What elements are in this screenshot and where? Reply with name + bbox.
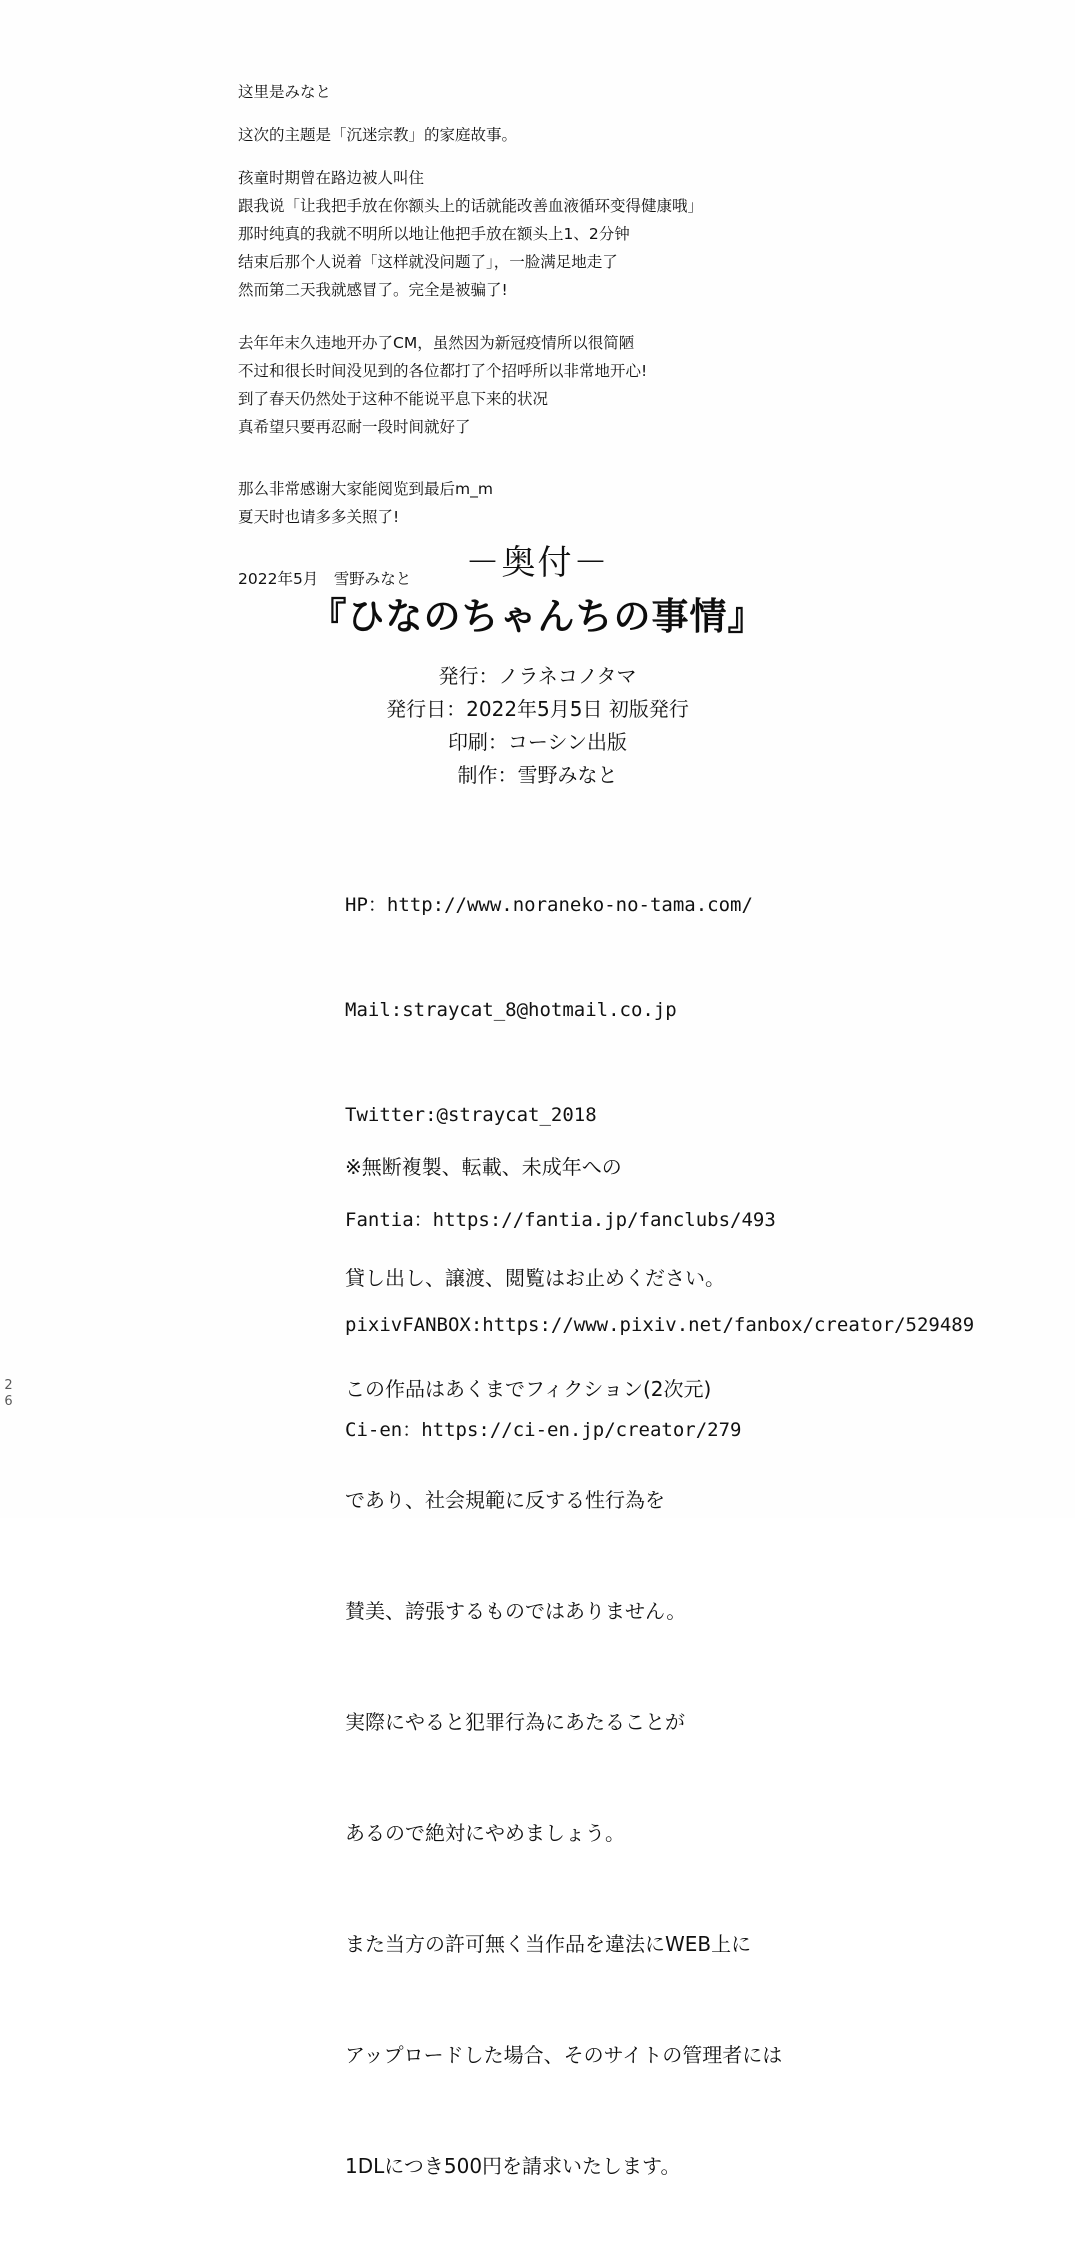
afterword-theme: 这次的主题是「沉迷宗教」的家庭故事。 [238,126,518,144]
notice-line: であり、社会規範に反する性行為を [345,1488,665,1512]
afterword-closing-line: 那么非常感谢大家能阅览到最后m_m [238,480,493,498]
contact-ci-en[interactable]: Ci-en：https://ci-en.jp/creator/279 [345,1419,742,1441]
colophon-work-title: 『ひなのちゃんちの事情』 [309,595,766,638]
notice-line: ※無断複製、転載、未成年への [345,1155,622,1179]
afterword-story-line: 结束后那个人说着「这样就没问题了」，一脸满足地走了 [238,253,618,271]
contact-mail[interactable]: Mail:straycat_8@hotmail.co.jp [345,999,677,1021]
afterword-story-line: 跟我说「让我把手放在你额头上的话就能改善血液循环变得健康哦」 [238,197,704,215]
afterword-greeting: 这里是みなと [238,83,332,101]
notice-line: 実際にやると犯罪行為にあたることが [345,1710,685,1734]
afterword-story-line: 然而第二天我就感冒了。完全是被骗了! [238,281,508,299]
contact-pixiv-fanbox[interactable]: pixivFANBOX:https://www.pixiv.net/fanbox/creator/529489 [345,1314,975,1336]
colophon-publication-date: 発行日：2022年5月5日 初版発行 [386,697,689,721]
colophon-publisher: 発行：ノラネコノタマ [438,664,637,688]
colophon-heading: －奥付－ [465,543,610,583]
colophon-section [0,540,1075,792]
notice-line: 賛美、誇張するものではありません。 [345,1599,687,1623]
afterword-story-line: 孩童时期曾在路边被人叫住 [238,169,425,187]
contact-hp[interactable]: HP：http://www.noraneko-no-tama.com/ [345,894,753,916]
colophon-production: 制作：雪野みなと [457,763,618,787]
notice-line: あるので絶対にやめましょう。 [345,1821,625,1845]
afterword-signature: 2022年5月 雪野みなと [238,570,412,588]
notice-line: この作品はあくまでフィクション(2次元) [345,1377,712,1401]
afterword-closing-line: 夏天时也请多多关照了! [238,508,400,526]
afterword-event-line: 到了春天仍然处于这种不能说平息下来的状况 [238,390,549,408]
colophon-printing: 印刷：コーシン出版 [447,730,628,754]
notice-line: 貸し出し、譲渡、閲覧はお止めください。 [345,1266,725,1290]
contact-fantia[interactable]: Fantia：https://fantia.jp/fanclubs/493 [345,1209,776,1231]
afterword-event-line: 去年年末久违地开办了CM，虽然因为新冠疫情所以很简陋 [238,334,635,352]
afterword-event-line: 真希望只要再忍耐一段时间就好了 [238,418,471,436]
afterword-event-line: 不过和很长时间没见到的各位都打了个招呼所以非常地开心! [238,362,648,380]
notice-line: 1DLにつき500円を請求いたします。 [345,2154,681,2178]
contact-twitter[interactable]: Twitter:@straycat_2018 [345,1104,597,1126]
afterword-section [238,78,858,593]
notice-line: アップロードした場合、そのサイトの管理者には [345,2043,783,2067]
notice-line: また当方の許可無く当作品を違法にWEB上に [345,1932,752,1956]
afterword-story-line: 那时纯真的我就不明所以地让他把手放在额头上1、2分钟 [238,225,630,243]
page-number: 26 [1,1378,16,1410]
legal-notice [345,1075,782,2259]
